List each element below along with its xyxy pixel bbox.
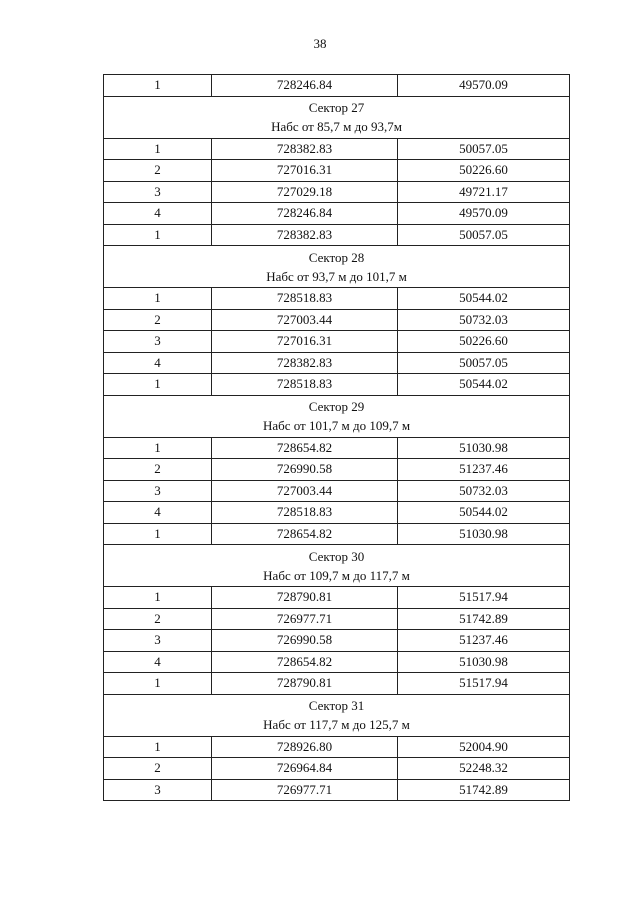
- point-number-cell: 4: [104, 352, 212, 374]
- y-coordinate-cell: 51237.46: [398, 459, 570, 481]
- sector-height-range: Набс от 93,7 м до 101,7 м: [266, 268, 407, 284]
- table-row: [104, 75, 570, 97]
- table-row: [104, 352, 570, 374]
- table-row: [104, 374, 570, 396]
- x-coordinate-cell: 728518.83: [212, 502, 398, 524]
- table-row: [104, 480, 570, 502]
- page-number: 38: [313, 36, 327, 51]
- sector-height-range: Набс от 85,7 м до 93,7м: [271, 119, 402, 134]
- point-number-cell: 3: [104, 480, 212, 502]
- table-row: [104, 459, 570, 481]
- sector-header-row: [104, 395, 570, 437]
- point-number-cell: 1: [104, 736, 212, 758]
- table-row: [104, 160, 570, 182]
- x-coordinate-cell: 726977.71: [212, 779, 398, 801]
- x-coordinate-cell: 727029.18: [212, 181, 398, 203]
- x-coordinate-cell: 727016.31: [212, 331, 398, 353]
- x-coordinate-cell: 728382.83: [212, 352, 398, 374]
- point-number-cell: 1: [104, 224, 212, 246]
- y-coordinate-cell: 50544.02: [398, 288, 570, 310]
- sector-header-row: [104, 246, 570, 288]
- x-coordinate-cell: 726964.84: [212, 758, 398, 780]
- x-coordinate-cell: 728382.83: [212, 224, 398, 246]
- x-coordinate-cell: 727003.44: [212, 309, 398, 331]
- coordinates-table: [103, 74, 570, 801]
- sector-header-row: [104, 545, 570, 587]
- x-coordinate-cell: 726977.71: [212, 608, 398, 630]
- sector-title: Сектор 27: [308, 100, 365, 115]
- point-number-cell: 1: [104, 587, 212, 609]
- table-row: [104, 203, 570, 225]
- sector-header-cell: [104, 246, 570, 288]
- sector-header-cell: [104, 96, 570, 138]
- y-coordinate-cell: 50226.60: [398, 331, 570, 353]
- point-number-cell: 3: [104, 331, 212, 353]
- sector-title: Сектор 28: [308, 249, 365, 265]
- y-coordinate-cell: 50057.05: [398, 224, 570, 246]
- point-number-cell: 1: [104, 374, 212, 396]
- point-number-cell: 1: [104, 138, 212, 160]
- table-row: [104, 779, 570, 801]
- sector-header-cell: [104, 395, 570, 437]
- point-number-cell: 1: [104, 75, 212, 97]
- sector-height-range: Набс от 109,7 м до 117,7 м: [263, 567, 410, 583]
- x-coordinate-cell: 726990.58: [212, 630, 398, 652]
- table-row: [104, 630, 570, 652]
- x-coordinate-cell: 728790.81: [212, 587, 398, 609]
- x-coordinate-cell: 728654.82: [212, 523, 398, 545]
- x-coordinate-cell: 728654.82: [212, 651, 398, 673]
- point-number-cell: 4: [104, 203, 212, 225]
- sector-title: Сектор 30: [308, 548, 365, 564]
- y-coordinate-cell: 50226.60: [398, 160, 570, 182]
- point-number-cell: 1: [104, 673, 212, 695]
- x-coordinate-cell: 728518.83: [212, 374, 398, 396]
- y-coordinate-cell: 51030.98: [398, 651, 570, 673]
- y-coordinate-cell: 50057.05: [398, 352, 570, 374]
- table-row: [104, 587, 570, 609]
- y-coordinate-cell: 50544.02: [398, 502, 570, 524]
- sector-title: Сектор 29: [308, 399, 365, 414]
- table-row: [104, 736, 570, 758]
- table-row: [104, 673, 570, 695]
- table-row: [104, 288, 570, 310]
- y-coordinate-cell: 49570.09: [398, 203, 570, 225]
- sector-title: Сектор 31: [308, 698, 365, 713]
- y-coordinate-cell: 49721.17: [398, 181, 570, 203]
- x-coordinate-cell: 727003.44: [212, 480, 398, 502]
- table-row: [104, 758, 570, 780]
- point-number-cell: 2: [104, 608, 212, 630]
- y-coordinate-cell: 49570.09: [398, 75, 570, 97]
- point-number-cell: 3: [104, 181, 212, 203]
- y-coordinate-cell: 50544.02: [398, 374, 570, 396]
- table-row: [104, 523, 570, 545]
- x-coordinate-cell: 728654.82: [212, 437, 398, 459]
- x-coordinate-cell: 728926.80: [212, 736, 398, 758]
- point-number-cell: 4: [104, 651, 212, 673]
- y-coordinate-cell: 50732.03: [398, 309, 570, 331]
- y-coordinate-cell: 51742.89: [398, 779, 570, 801]
- y-coordinate-cell: 51517.94: [398, 587, 570, 609]
- x-coordinate-cell: 728518.83: [212, 288, 398, 310]
- table-row: [104, 608, 570, 630]
- point-number-cell: 1: [104, 523, 212, 545]
- sector-header-cell: [104, 545, 570, 587]
- table-row: [104, 502, 570, 524]
- table-row: [104, 181, 570, 203]
- point-number-cell: 2: [104, 758, 212, 780]
- table-row: [104, 651, 570, 673]
- point-number-cell: 1: [104, 437, 212, 459]
- table-row: [104, 138, 570, 160]
- table-row: [104, 309, 570, 331]
- table-row: [104, 331, 570, 353]
- y-coordinate-cell: 52004.90: [398, 736, 570, 758]
- x-coordinate-cell: 728790.81: [212, 673, 398, 695]
- x-coordinate-cell: 727016.31: [212, 160, 398, 182]
- point-number-cell: 4: [104, 502, 212, 524]
- x-coordinate-cell: 728246.84: [212, 203, 398, 225]
- point-number-cell: 3: [104, 779, 212, 801]
- sector-header-row: [104, 96, 570, 138]
- point-number-cell: 3: [104, 630, 212, 652]
- point-number-cell: 2: [104, 459, 212, 481]
- point-number-cell: 2: [104, 160, 212, 182]
- y-coordinate-cell: 51030.98: [398, 437, 570, 459]
- point-number-cell: 1: [104, 288, 212, 310]
- point-number-cell: 2: [104, 309, 212, 331]
- y-coordinate-cell: 51517.94: [398, 673, 570, 695]
- table-row: [104, 437, 570, 459]
- x-coordinate-cell: 728382.83: [212, 138, 398, 160]
- sector-header-row: [104, 694, 570, 736]
- y-coordinate-cell: 51237.46: [398, 630, 570, 652]
- sector-header-cell: [104, 694, 570, 736]
- coordinates-table-body: [104, 75, 570, 801]
- y-coordinate-cell: 52248.32: [398, 758, 570, 780]
- y-coordinate-cell: 50057.05: [398, 138, 570, 160]
- table-row: [104, 224, 570, 246]
- sector-height-range: Набс от 117,7 м до 125,7 м: [263, 717, 410, 732]
- sector-height-range: Набс от 101,7 м до 109,7 м: [262, 418, 411, 433]
- x-coordinate-cell: 726990.58: [212, 459, 398, 481]
- y-coordinate-cell: 51742.89: [398, 608, 570, 630]
- y-coordinate-cell: 50732.03: [398, 480, 570, 502]
- x-coordinate-cell: 728246.84: [212, 75, 398, 97]
- y-coordinate-cell: 51030.98: [398, 523, 570, 545]
